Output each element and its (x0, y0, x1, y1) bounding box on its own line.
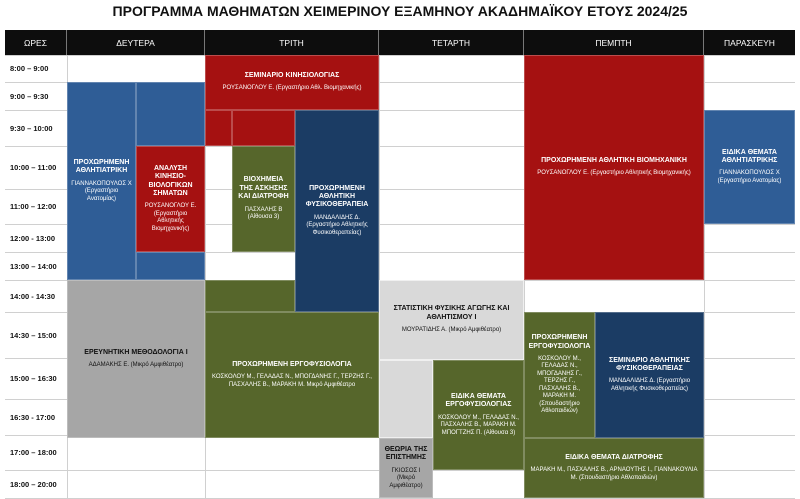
course-title: ΠΡΟΧΩΡΗΜΕΝΗ ΕΡΓΟΦΥΣΙΟΛΟΓΙΑ (528, 334, 591, 350)
course-special-ergophysiology[interactable] (433, 360, 524, 470)
time-slot: 9:00 – 9:30 (10, 91, 49, 101)
time-slot: 11:00 – 12:00 (10, 202, 57, 211)
header-thursday: ΠΕΜΠΤΗ (524, 30, 704, 55)
header-friday: ΠΑΡΑΣΚΕΥΗ (704, 30, 795, 55)
course-info: ΠΑΣΧΑΛΗΣ Β (Αίθουσα 3) (244, 206, 283, 221)
course-info: ΡΟΥΣΑΝΟΓΛΟΥ Ε. (Εργαστήριο Αθλητικής Βιομηχανικής) (537, 170, 691, 177)
course-info: ΚΟΣΚΟΛΟΥ Μ., ΓΕΛΑΔΑΣ Ν., ΜΠΟΓΔΑΝΗΣ Γ., ΤΕΡΖΗΣ Γ., ΠΑΣΧΑΛΗΣ Β., ΜΑΡΑΚΗ Μ. (Σπουδαστήριο Αθλοπαιδιών) (537, 355, 582, 415)
course-adv-athletic-medicine[interactable] (67, 82, 136, 280)
course-title: ΕΙΔΙΚΑ ΘΕΜΑΤΑ ΕΡΓΟΦΥΣΙΟΛΟΓΙΑΣ (445, 392, 512, 409)
time-slot: 8:00 – 9:00 (10, 64, 49, 73)
course-title: ΣΕΜΙΝΑΡΙΟ ΚΙΝΗΣΙΟΛΟΓΙΑΣ (244, 72, 340, 80)
course-seminar-physio[interactable] (595, 312, 704, 438)
course-statistics[interactable] (379, 280, 524, 360)
filler-block (136, 82, 205, 146)
course-adv-biomechanics[interactable] (524, 55, 704, 280)
course-title: ΕΙΔΙΚΑ ΘΕΜΑΤΑ ΑΘΛΗΤΙΑΤΡΙΚΗΣ (721, 148, 778, 164)
course-title: ΒΙΟΧΗΜΕΙΑ ΤΗΣ ΑΣΚΗΣΗΣ ΚΑΙ ΔΙΑΤΡΟΦΗ (238, 176, 289, 201)
time-slot: 15:00 – 16:30 (10, 374, 57, 383)
course-info: ΓΚΙΟΣΟΣ Ι (Μικρό Αμφιθέατρο) (389, 467, 423, 489)
filler-block (232, 110, 295, 146)
course-info: ΡΟΥΣΑΝΟΓΛΟΥ Ε. (Εργαστήριο Αθλ. Βιομηχανικής) (222, 85, 362, 92)
course-title: ΠΡΟΧΩΡΗΜΕΝΗ ΑΘΛΗΤΙΚΗ ΦΥΣΙΚΟΘΕΡΑΠΕΙΑ (305, 184, 369, 209)
time-slot: 13:00 – 14:00 (10, 261, 57, 271)
course-adv-physiotherapy[interactable] (295, 110, 379, 312)
course-biochem-exercise[interactable] (232, 146, 295, 252)
course-title: ΠΡΟΧΩΡΗΜΕΝΗ ΕΡΓΟΦΥΣΙΟΛΟΓΙΑ (232, 360, 352, 368)
course-title: ΠΡΟΧΩΡΗΜΕΝΗ ΑΘΛΗΤΙΚΗ ΒΙΟΜΗΧΑΝΙΚΗ (541, 157, 687, 165)
course-info: ΚΟΣΚΟΛΟΥ Μ., ΓΕΛΑΔΑΣ Ν., ΠΑΣΧΑΛΗΣ Β., ΜΑΡΑΚΗ Μ. ΜΠΟΓΤΖΗΣ Π. (Αίθουσα 3) (438, 414, 519, 436)
header-hours: ΩΡΕΣ (5, 30, 67, 55)
course-info: ΜΟΥΡΑΤΙΔΗΣ Α. (Μικρό Αμφιθέατρο) (401, 327, 502, 334)
course-special-athletic-med[interactable] (704, 110, 795, 224)
time-slot: 17:00 – 18:00 (10, 448, 57, 457)
filler-block (379, 360, 433, 438)
header-tuesday: ΤΡΙΤΗ (205, 30, 379, 55)
course-title: ΣΤΑΤΙΣΤΙΚΗ ΦΥΣΙΚΗΣ ΑΓΩΓΗΣ ΚΑΙ ΑΘΛΗΤΙΣΜΟΥ Ι (393, 305, 510, 321)
page-title: ΠΡΟΓΡΑΜΜΑ ΜΑΘΗΜΑΤΩΝ ΧΕΙΜΕΡΙΝΟΥ ΕΞΑΜΗΝΟΥ ΑΚΑΔΗΜΑΪΚΟΥ ΕΤΟΥΣ 2024/25 (112, 3, 688, 19)
course-research-methodology[interactable] (67, 280, 205, 438)
filler-block (136, 252, 205, 280)
course-adv-ergophysiology-thu[interactable] (524, 312, 595, 438)
course-title: ΘΕΩΡΙΑ ΤΗΣ ΕΠΙΣΤΗΜΗΣ (384, 445, 428, 462)
course-info: ΚΟΣΚΟΛΟΥ Μ., ΓΕΛΑΔΑΣ Ν., ΜΠΟΓΔΑΝΗΣ Γ., ΤΕΡΖΗΣ Γ., ΠΑΣΧΑΛΗΣ Β., ΜΑΡΑΚΗ Μ. Μικρό Αμφιθέατρο (212, 374, 372, 388)
time-slot: 16:30 - 17:00 (10, 412, 56, 422)
time-slot: 14:30 – 15:00 (10, 330, 57, 340)
course-title: ΠΡΟΧΩΡΗΜΕΝΗ ΑΘΛΗΤΙΑΤΡΙΚΗ (73, 158, 130, 175)
filler-block (205, 280, 295, 312)
course-title: ΕΡΕΥΝΗΤΙΚΗ ΜΕΘΟΔΟΛΟΓΙΑ Ι (84, 348, 188, 356)
course-title: ΣΕΜΙΝΑΡΙΟ ΑΘΛΗΤΙΚΗΣ ΦΥΣΙΚΟΘΕΡΑΠΕΙΑΣ (609, 356, 690, 372)
course-info: ΑΔΑΜΑΚΗΣ Ε. (Μικρό Αμφιθέατρο) (88, 361, 184, 368)
course-info: ΓΙΑΝΝΑΚΟΠΟΥΛΟΣ Χ (Εργαστήριο Ανατομίας) (717, 170, 782, 184)
course-seminar-kinesiology[interactable] (205, 55, 379, 110)
course-info: ΜΑΝΔΑΛΙΔΗΣ Δ. (Εργαστήριο Αθλητικής Φυσικοθεραπείας) (608, 378, 691, 392)
course-title: ΑΝΑΛΥΣΗ ΚΙΝΗΣΙΟ-ΒΙΟΛΟΓΙΚΩΝ ΣΗΜΑΤΩΝ (148, 164, 193, 197)
header-wednesday: ΤΕΤΑΡΤΗ (379, 30, 524, 55)
time-slot: 10:00 – 11:00 (10, 163, 57, 172)
time-slot: 18:00 – 20:00 (10, 479, 57, 489)
course-theory-science[interactable] (379, 438, 433, 498)
time-slot: 9:30 – 10:00 (10, 123, 53, 133)
course-info: ΡΟΥΣΑΝΟΓΛΟΥ Ε. (Εργαστήριο Αθλητικής Βιομηχανικής) (144, 203, 197, 232)
time-slot: 12:00 - 13:00 (10, 233, 56, 243)
course-kinesio-signals[interactable] (136, 146, 205, 252)
course-special-nutrition[interactable] (524, 438, 704, 498)
course-info: ΓΙΑΝΝΑΚΟΠΟΥΛΟΣ Χ (Εργαστήριο Ανατομίας) (71, 180, 132, 202)
course-adv-ergophysiology-tue[interactable] (205, 312, 379, 438)
course-info: ΜΑΝΔΑΛΙΔΗΣ Δ. (Εργαστήριο Αθλητικής Φυσικοθεραπείας) (306, 214, 368, 236)
course-title: ΕΙΔΙΚΑ ΘΕΜΑΤΑ ΔΙΑΤΡΟΦΗΣ (565, 453, 663, 461)
timetable (5, 30, 795, 499)
course-info: ΜΑΡΑΚΗ Μ., ΠΑΣΧΑΛΗΣ Β., ΑΡΝΑΟΥΤΗΣ Ι., ΓΙΑΝΝΑΚΟΥΛΙΑ Μ. (Σπουδαστήριο Αθλοπαιδιών) (530, 467, 698, 481)
header-monday: ΔΕΥΤΕΡΑ (67, 30, 205, 55)
filler-block (205, 110, 232, 146)
time-slot: 14:00 - 14:30 (10, 291, 56, 301)
